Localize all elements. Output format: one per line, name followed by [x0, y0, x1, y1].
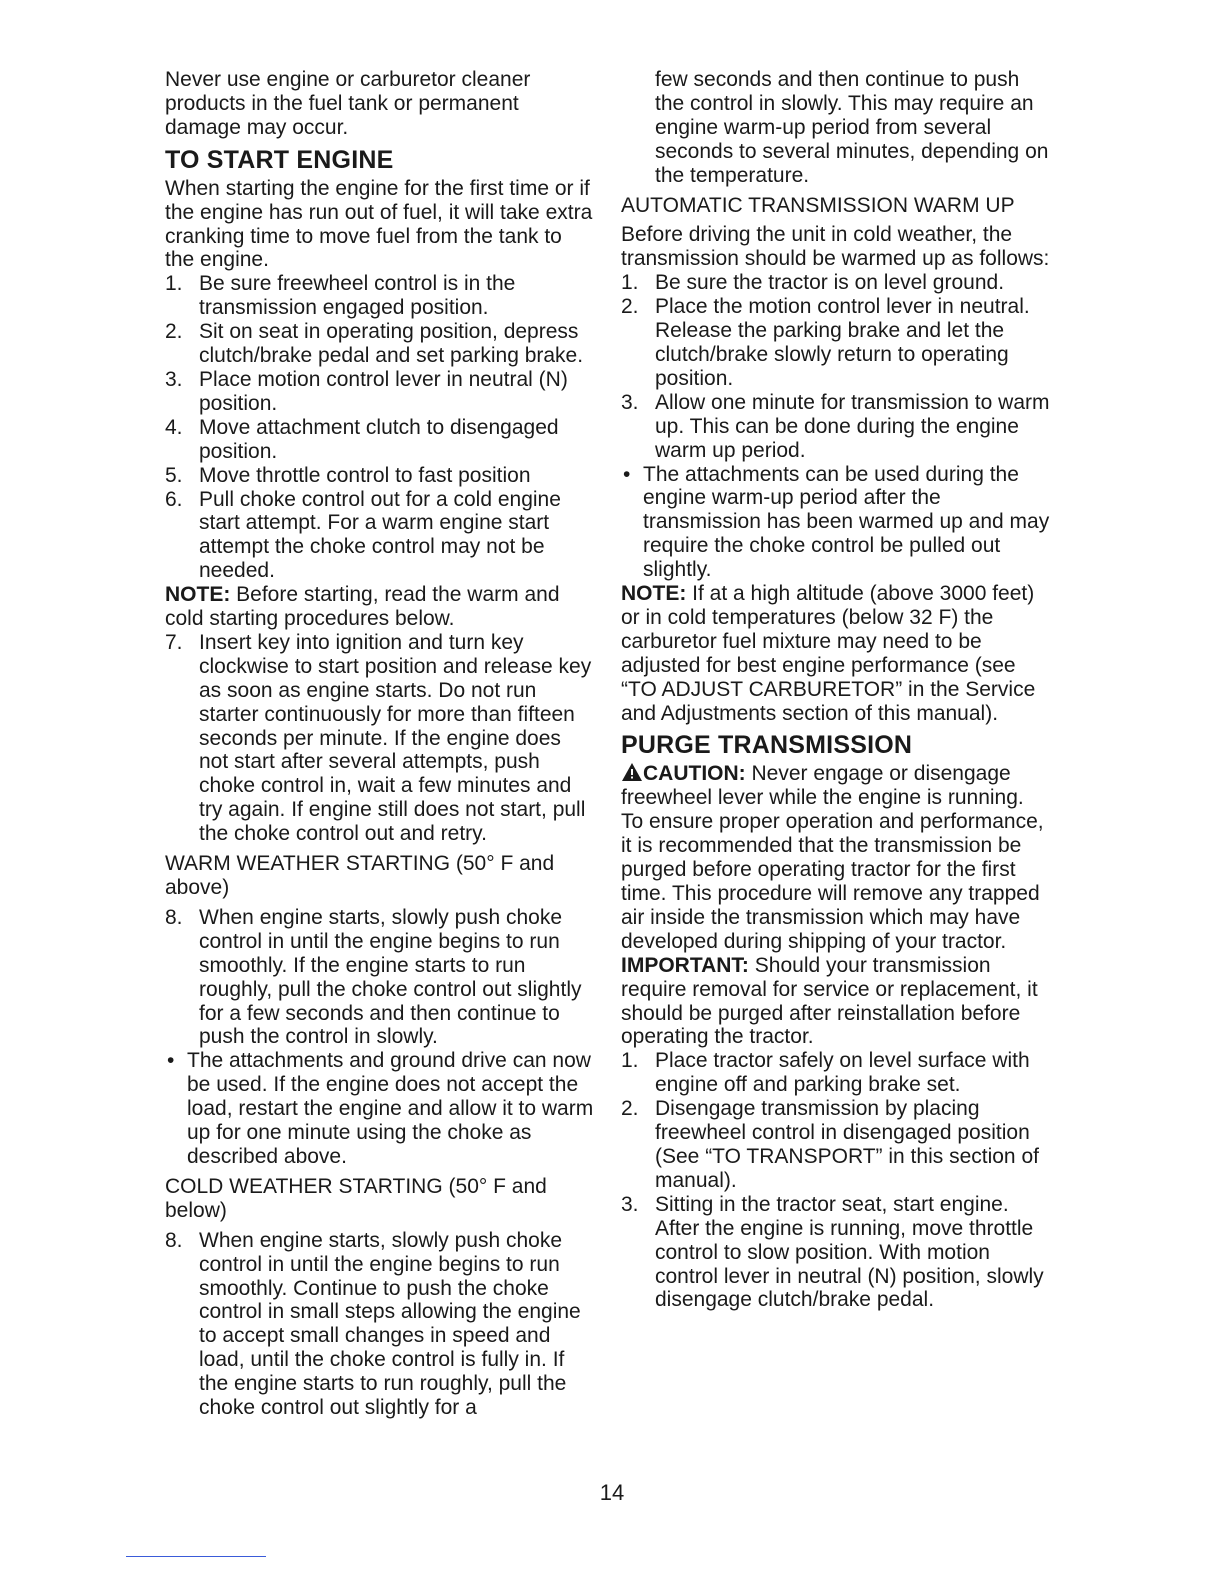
important-paragraph: IMPORTANT: Should your transmission require removal for service or replacement, it should be purged after reinstallation before operating the tractor.	[621, 953, 1038, 1049]
list-item: 5. Move throttle control to fast position	[165, 463, 531, 487]
caution-paragraph: CAUTION: Never engage or disengage freewheel lever while the engine is running.	[621, 762, 1024, 810]
cold-weather-heading: COLD WEATHER STARTING (50° F and below)	[165, 1174, 547, 1222]
warm-weather-heading: WARM WEATHER STARTING (50° F and above)	[165, 852, 555, 899]
list-item: 3. Allow one minute for transmission to warm up. This can be done during the engine warm up period.	[621, 390, 1050, 462]
note-paragraph: NOTE: Before starting, read the warm and cold starting procedures below.	[165, 583, 560, 631]
right-column	[621, 68, 1051, 1312]
automatic-transmission-heading: AUTOMATIC TRANSMISSION WARM UP	[621, 193, 1015, 217]
list-item: 2. Disengage transmission by placing freewheel control in disengaged position (See “TO TRANSPORT” in this section of manual).	[621, 1097, 1039, 1192]
list-item: 3. Sitting in the tractor seat, start engine. After the engine is running, move throttle control to slow position. With motion control lever in neutral (N) position, slowly disengage clutch/brake pedal.	[621, 1192, 1044, 1312]
list-item: 4. Move attachment clutch to disengaged position.	[165, 415, 559, 463]
bullet-item: • The attachments can be used during the engine warm-up period after the transmission has been warmed up and may require the choke control be pulled out slightly.	[623, 462, 1050, 582]
fuel-warning-text: Never use engine or carburetor cleaner products in the fuel tank or permanent damage may occur.	[165, 68, 531, 139]
purge-transmission-heading: PURGE TRANSMISSION	[621, 731, 913, 760]
list-item: 1. Be sure the tractor is on level ground.	[621, 271, 1005, 295]
page-number: 14	[599, 1480, 625, 1505]
list-item: 1. Be sure freewheel control is in the transmission engaged position.	[165, 272, 516, 320]
left-column	[165, 68, 595, 1420]
list-item: 8. When engine starts, slowly push choke control in until the engine begins to run smoothly. If the engine starts to run roughly, pull the choke control out slightly for a few seconds and then continue to push the control in slowly.	[165, 905, 582, 1049]
list-item: 1. Place tractor safely on level surface with engine off and parking brake set.	[621, 1049, 1030, 1097]
note-paragraph: NOTE: If at a high altitude (above 3000 feet) or in cold temperatures (below 32 F) the carburetor fuel mixture may need to be adjusted for best engine performance (see “TO ADJUST CARBURETOR” in the Service and Adjustments section of this manual).	[621, 582, 1036, 725]
to-start-engine-heading: TO START ENGINE	[165, 145, 394, 174]
list-item: 7. Insert key into ignition and turn key clockwise to start position and release key as soon as engine starts. Do not run starter continuously for more than fifteen seconds per minute. If the engine does not start after several attempts, push choke control in, wait a few minutes and try again. If engine still does not start, pull the choke control out and retry.	[165, 630, 592, 846]
list-item: 8. When engine starts, slowly push choke control in until the engine begins to run smoothly. Continue to push the choke control in small steps allowing the engine to accept small changes in speed and load, until the choke control is fully in. If the engine starts to run roughly, pull the choke control out slightly for a	[165, 1228, 581, 1420]
continued-text: few seconds and then continue to push the control in slowly. This may require an engine warm-up period from several seconds to several minutes, depending on the temperature.	[655, 68, 1049, 187]
list-item: 2. Place the motion control lever in neutral. Release the parking brake and let the clutch/brake slowly return to operating position.	[621, 295, 1030, 390]
purge-intro-paragraph: To ensure proper operation and performance, it is recommended that the transmission be purged before operating tractor for the first time. This procedure will remove any trapped air inside the transmission which may have developed during shipping of your tractor.	[621, 810, 1044, 953]
warning-triangle-icon	[621, 762, 643, 782]
list-item: 3. Place motion control lever in neutral (N) position.	[165, 367, 568, 415]
divider	[126, 1556, 266, 1557]
bullet-item: • The attachments and ground drive can now be used. If the engine does not accept the load, restart the engine and allow it to warm up for one minute using the choke as described above.	[167, 1049, 594, 1168]
starting-intro-paragraph: When starting the engine for the first time or if the engine has run out of fuel, it will take extra cranking time to move fuel from the tank to the engine.	[165, 176, 593, 272]
list-item: 2. Sit on seat in operating position, depress clutch/brake pedal and set parking brake.	[165, 320, 584, 368]
list-item: 6. Pull choke control out for a cold engine start attempt. For a warm engine start attempt the choke control may not be needed.	[165, 487, 561, 583]
warm-up-intro-paragraph: Before driving the unit in cold weather, the transmission should be warmed up as follows:	[621, 223, 1050, 271]
